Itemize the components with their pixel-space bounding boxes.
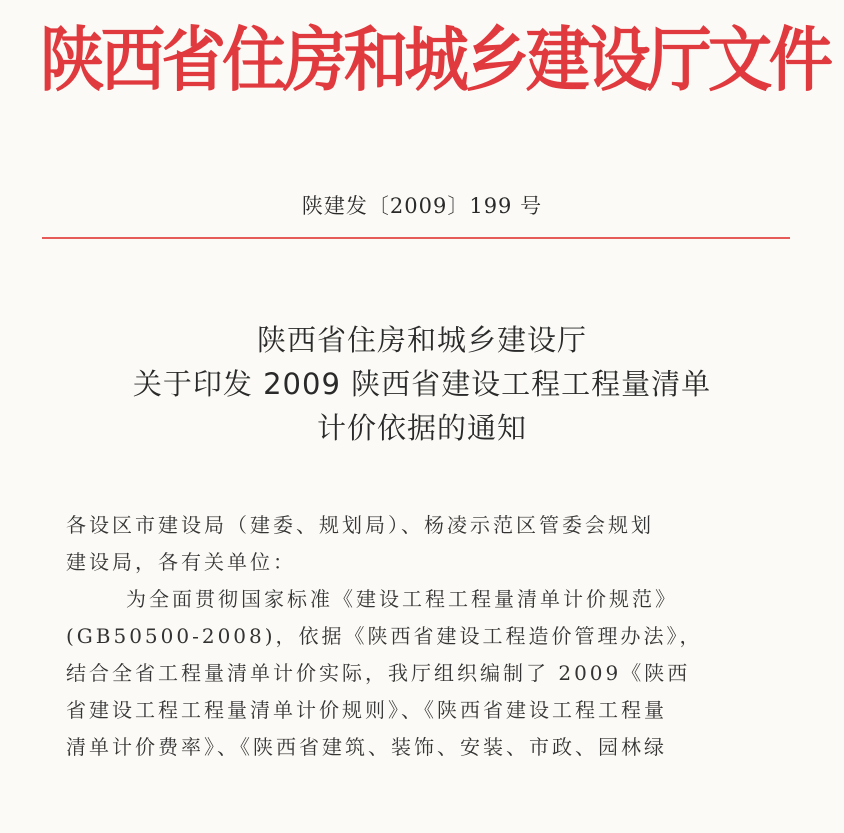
- body-line: 清单计价费率》、《陕西省建筑、装饰、安装、市政、园林绿: [66, 735, 667, 759]
- notice-title-line: 关于印发 2009 陕西省建设工程工程量清单: [132, 367, 712, 401]
- red-divider-line: [42, 237, 790, 239]
- notice-title-line: 计价依据的通知: [316, 411, 527, 445]
- body-line: (GB50500-2008)，依据《陕西省建设工程造价管理办法》，: [66, 624, 703, 648]
- body-line-addressee: 各设区市建设局（建委、规划局）、杨凌示范区管委会规划: [66, 513, 654, 537]
- body-line: 省建设工程工程量清单计价规则》、《陕西省建设工程工程量: [66, 698, 667, 722]
- notice-title: [0, 318, 844, 450]
- body-line: 为全面贯彻国家标准《建设工程工程量清单计价规范》: [126, 587, 678, 611]
- document-number: 陕建发〔2009〕199 号: [301, 194, 543, 218]
- body-line-addressee-cont: 建设局，各有关单位：: [66, 550, 296, 574]
- issuer-header-title: 陕西省住房和城乡建设厅文件: [40, 19, 830, 101]
- notice-title-line: 陕西省住房和城乡建设厅: [256, 323, 587, 357]
- notice-body: [66, 507, 766, 766]
- body-line: 结合全省工程量清单计价实际，我厅组织编制了 2009《陕西: [66, 661, 691, 685]
